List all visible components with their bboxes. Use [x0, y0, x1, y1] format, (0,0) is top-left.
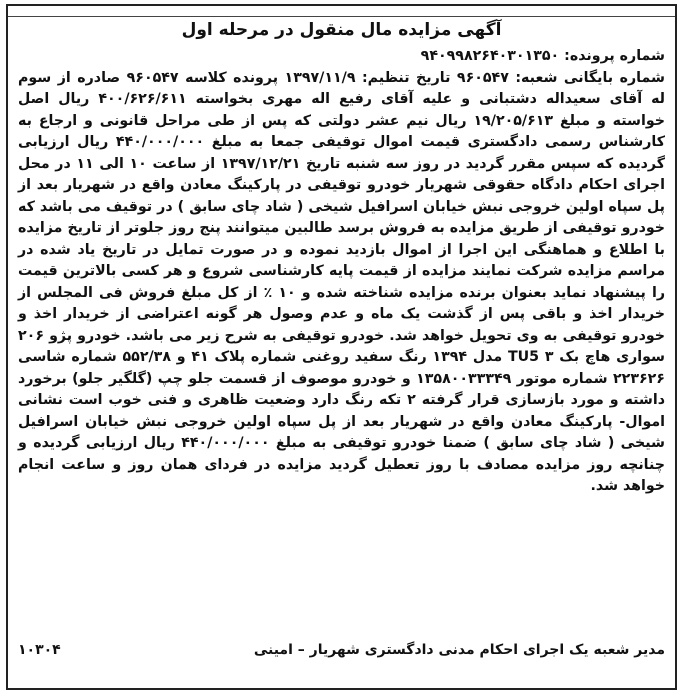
- notice-footer: [18, 642, 665, 658]
- notice-text: شماره بایگانی شعبه: ۹۶۰۵۴۷ تاریخ تنظیم: ۱۳۹۷/۱۱/۹ پرونده کلاسه ۹۶۰۵۴۷ صادره از سوم له آقای سعیداله دشتبانی و علیه آقای رفیع اله مهری بخواسته ۴۰۰/۶۲۶/۶۱۱ ریال اصل خواسته و مبلغ ۱۹/۲۰۵/۶۱۳ ریال نیم عشر دولتی که پس از طی مراحل قانونی و ارجاع به کارشناس رسمی دادگستری قیمت اموال توقیفی جمعا به مبلغ ۴۴۰/۰۰۰/۰۰۰ ریال ارزیابی گردیده که سپس مقرر گردید در روز سه شنبه تاریخ ۱۳۹۷/۱۲/۲۱ از ساعت ۱۰ الی ۱۱ در محل اجرای احکام دادگاه حقوقی شهریار خودرو توقیفی در پارکینگ معادن واقع در شهریار بعد از پل سپاه اولین خروجی نبش خیابان اسرافیل شیخی ( شاد چای سابق ) در توقیف می باشد که خودرو توقیفی از طریق مزایده به فروش برسد طالبین میتوانند پنج روز جلوتر از تاریخ مزایده با اطلاع و هماهنگی این اجرا از اموال بازدید نموده و در صورت تمایل در تاریخ یاد شده در مراسم مزایده شرکت نمایند مزایده از قیمت پایه کارشناسی شروع و هر کسی بالاترین قیمت را پیشنهاد نماید بعنوان برنده مزایده شناخته شده و ۱۰ ٪ از کل مبلغ فروش فی المجلس از خریدار اخذ و باقی پس از گذشت یک ماه و عدم وصول هر گونه اعتراضی از خریدار اخذ و خودرو توقیفی به وی تحویل خواهد شد. خودرو توقیفی به شرح زیر می باشد. خودرو پژو ۲۰۶ سواری هاچ بک ۳ TU5 مدل ۱۳۹۴ رنگ سفید روغنی شماره پلاک ۴۱ و ۵۵۲/۳۸ شماره شاسی ۲۲۳۶۲۶ شماره موتور ۱۳۵۸۰۰۳۳۳۴۹ و خودرو موصوف از قسمت جلو چپ (گلگیر جلو) برخورد داشته و مورد بازسازی قرار گرفته ۲ تکه رنگ دارد وضعیت ظاهری و فنی خوب است نشانی اموال- پارکینگ معادن واقع در شهریار بعد از پل سپاه اولین خروجی نبش خیابان اسرافیل شیخی ( شاد چای سابق ) ضمنا خودرو توقیفی به مبلغ ۴۴۰/۰۰۰/۰۰۰ ریال ارزیابی گردیده و چنانچه روز مزایده مصادف با روز تعطیل گردید مزایده در فردای همان روز و ساعت انجام خواهد شد.: [18, 69, 666, 494]
- file-number-line: شماره پرونده: ۹۴۰۹۹۸۲۶۴۰۳۰۱۳۵۰: [420, 48, 665, 64]
- notice-title: آگهی مزایده مال منقول در مرحله اول: [181, 20, 502, 40]
- top-band: [8, 6, 675, 17]
- notice-body: [18, 46, 665, 498]
- notice-code: ۱۰۳۰۴: [18, 642, 61, 658]
- signature-line: مدیر شعبه یک اجرای احکام مدنی دادگستری شهریار – امینی: [253, 642, 665, 658]
- notice-frame: [6, 4, 677, 690]
